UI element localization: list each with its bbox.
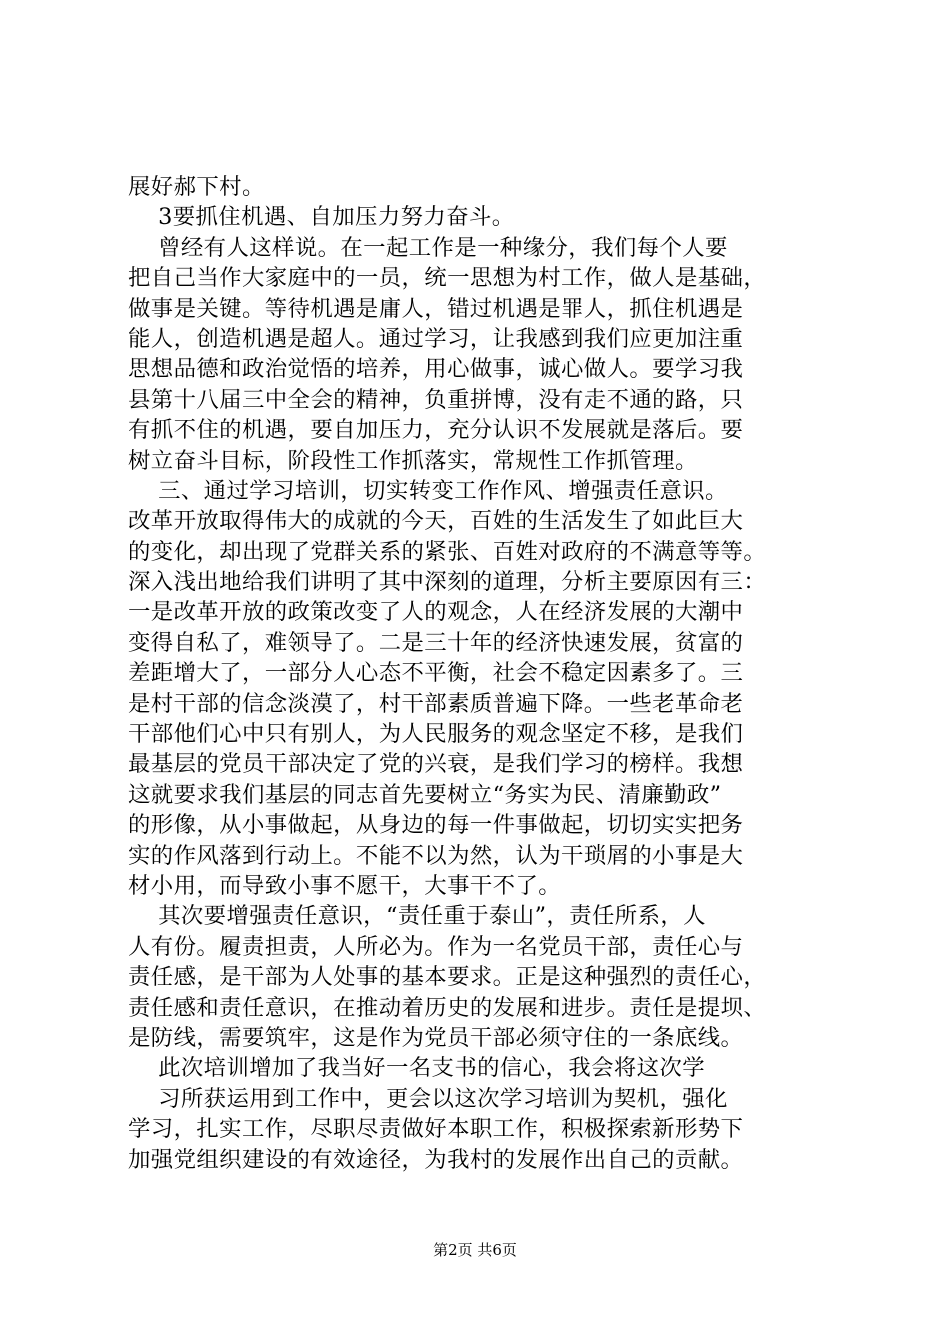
text-line: 曾经有人这样说。在一起工作是一种缘分，我们每个人要 <box>128 234 728 261</box>
text-line: 责任感，是干部为人处事的基本要求。正是这种强烈的责任心， <box>128 964 767 991</box>
text-line: 的形像，从小事做起，从身边的每一件事做起，切切实实把务 <box>128 812 744 839</box>
text-line: 把自己当作大家庭中的一员，统一思想为村工作，做人是基础， <box>128 265 767 292</box>
text-line: 深入浅出地给我们讲明了其中深刻的道理，分析主要原因有三： <box>128 569 767 596</box>
text-line: 人有份。履责担责，人所必为。作为一名党员干部，责任心与 <box>128 933 744 960</box>
text-line: 责任感和责任意识，在推动着历史的发展和进步。责任是提坝、 <box>128 994 767 1021</box>
text-line: 能人，创造机遇是超人。通过学习，让我感到我们应更加注重 <box>128 325 744 352</box>
text-line: 思想品德和政治觉悟的培养，用心做事，诚心做人。要学习我 <box>128 356 744 383</box>
text-line: 材小用，而导致小事不愿干，大事干不了。 <box>128 872 562 899</box>
text-line: 树立奋斗目标，阶段性工作抓落实，常规性工作抓管理。 <box>128 447 698 474</box>
text-line: 变得自私了，难领导了。二是三十年的经济快速发展，贫富的 <box>128 629 744 656</box>
body-text <box>128 172 828 1175</box>
page-footer: 第2页 共6页 <box>433 1241 517 1259</box>
text-line: 差距增大了，一部分人心态不平衡，社会不稳定因素多了。三 <box>128 660 744 687</box>
text-line: 加强党组织建设的有效途径，为我村的发展作出自己的贡献。 <box>128 1146 744 1173</box>
text-line: 是防线，需要筑牢，这是作为党员干部必须守住的一条底线。 <box>128 1024 744 1051</box>
text-line: 学习，扎实工作，尽职尽责做好本职工作，积极探索新形势下 <box>128 1116 744 1143</box>
text-line: 做事是关键。等待机遇是庸人，错过机遇是罪人，抓住机遇是 <box>128 295 744 322</box>
text-line: 此次培训增加了我当好一名支书的信心，我会将这次学 <box>128 1055 706 1082</box>
text-line: 展好郝下村。 <box>128 174 265 200</box>
text-line: 实的作风落到行动上。不能不以为然，认为干琐屑的小事是大 <box>128 842 744 869</box>
text-line: 是村干部的信念淡漠了，村干部素质普遍下降。一些老革命老 <box>128 690 744 717</box>
text-line: 一是改革开放的政策改变了人的观念，人在经济发展的大潮中 <box>128 599 744 626</box>
text-line: 的变化，却出现了党群关系的紧张、百姓对政府的不满意等等。 <box>128 538 767 565</box>
text-line: 有抓不住的机遇，要自加压力，充分认识不发展就是落后。要 <box>128 417 744 444</box>
text-line: 改革开放取得伟大的成就的今天，百姓的生活发生了如此巨大 <box>128 508 744 535</box>
text-line: 3要抓住机遇、自加压力努力奋斗。 <box>128 204 515 231</box>
text-line: 其次要增强责任意识，“责任重于泰山”，责任所系，人 <box>128 903 706 930</box>
text-line: 干部他们心中只有别人，为人民服务的观念坚定不移，是我们 <box>128 721 744 748</box>
text-line: 最基层的党员干部决定了党的兴衰，是我们学习的榜样。我想 <box>128 751 744 778</box>
text-line: 这就要求我们基层的同志首先要树立“务实为民、清廉勤政” <box>128 781 722 808</box>
text-line: 县第十八届三中全会的精神，负重拼博，没有走不通的路，只 <box>128 386 744 413</box>
text-line: 习所获运用到工作中，更会以这次学习培训为契机，强化 <box>128 1085 728 1112</box>
text-line: 三、通过学习培训，切实转变工作作风、增强责任意识。 <box>128 477 728 504</box>
